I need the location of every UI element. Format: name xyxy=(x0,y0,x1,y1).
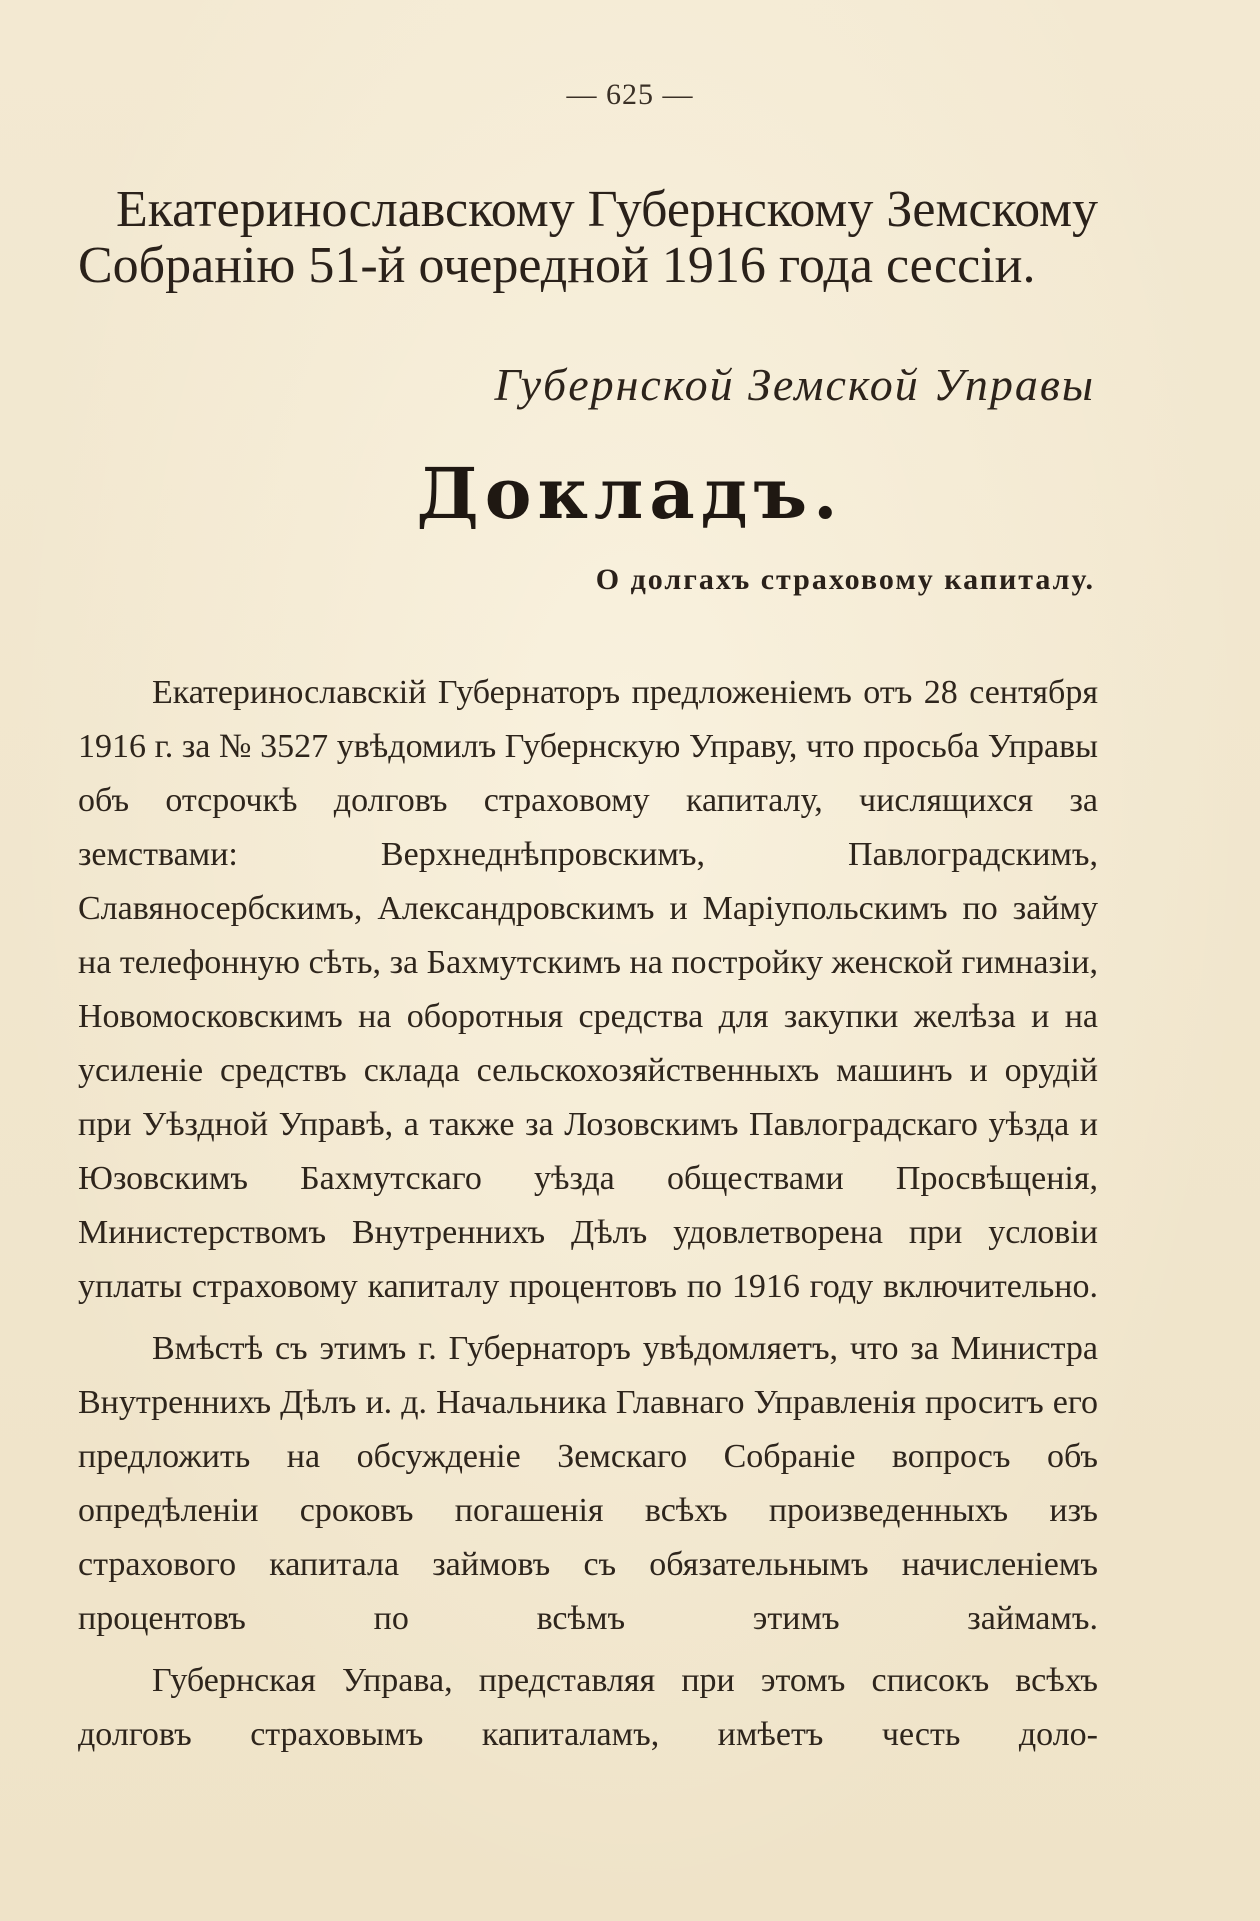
title-line-2: Собранію 51-й очередной 1916 года сессіи. xyxy=(78,237,1036,294)
document-subtitle: Губернской Земской Управы xyxy=(494,359,1095,410)
document-title xyxy=(78,182,1098,294)
paragraph-2: Вмѣстѣ съ этимъ г. Губернаторъ увѣдомляетъ, что за Министра Внутреннихъ Дѣлъ и. д. Начальника Главнаго Управленія проситъ его предложить на обсужденіе Земскаго Собраніе вопросъ объ опредѣленіи сроковъ погашенія всѣхъ произведенныхъ изъ страхового капитала займовъ съ обязательнымъ начисленіемъ процентовъ по всѣмъ этимъ займамъ. xyxy=(78,1330,1098,1637)
paragraph-1: Екатеринославскій Губернаторъ предложеніемъ отъ 28 сентября 1916 г. за № 3527 увѣдомилъ Губернскую Управу, что просьба Управы объ отсрочкѣ долговъ страховому капиталу, числящихся за земствами: Верхнеднѣпровскимъ, Павлоградскимъ, Славяносербскимъ, Александровскимъ и Маріупольскимъ по займу на телефонную сѣть, за Бахмутскимъ на постройку женской гимназіи, Новомосковскимъ на оборотныя средства для закупки желѣза и на усиленіе средствъ склада сельскохозяйственныхъ машинъ и орудій при Уѣздной Управѣ, а также за Лозовскимъ Павлоградскаго уѣзда и Юзовскимъ Бахмутскаго уѣзда обществами Просвѣщенія, Министерствомъ Внутреннихъ Дѣлъ удовлетворена при условіи уплаты страховому капиталу процентовъ по 1916 году включительно. xyxy=(78,674,1098,1305)
heading-suffix: ъ. xyxy=(753,452,844,535)
document-heading xyxy=(0,452,1260,535)
title-line-1: Екатеринославскому Губернскому Земскому xyxy=(115,181,1098,238)
document-topic: О долгахъ страховому капиталу. xyxy=(595,563,1095,596)
paragraph-3: Губернская Управа, представляя при этомъ списокъ всѣхъ долговъ страховымъ капиталамъ, имѣетъ честь доло- xyxy=(78,1662,1098,1753)
page-number: — 625 — xyxy=(566,78,694,111)
document-body xyxy=(78,666,1098,1770)
heading-word: Доклад xyxy=(416,452,754,535)
